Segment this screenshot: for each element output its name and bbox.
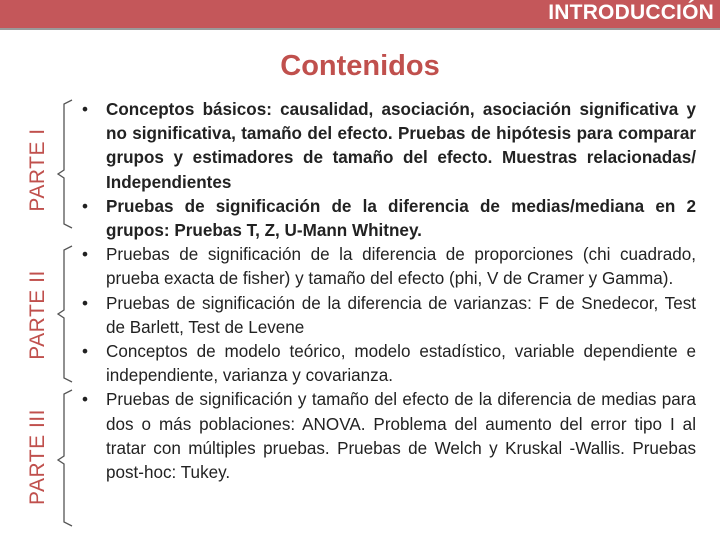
list-item-text: Pruebas de significación de la diferencia de proporciones (chi cuadrado, prueba exacta de fisher) y tamaño del efecto (phi, V de Cramer y Gamma). <box>106 245 696 289</box>
part-brackets <box>0 0 80 540</box>
list-item-text: Conceptos básicos: causalidad, asociación, asociación significativa y no significativa, tamaño del efecto. Pruebas de hipótesis para comparar grupos y estimadores de tamaño del efecto. Muestras relacionadas/ Independientes <box>106 100 696 192</box>
list-item <box>80 195 696 243</box>
list-item <box>80 340 696 388</box>
bullet-icon: • <box>82 342 88 362</box>
bracket-part-2 <box>58 246 72 382</box>
bullet-icon: • <box>82 100 88 119</box>
page-title: Contenidos <box>280 50 440 82</box>
list-item-text: Pruebas de significación de la diferencia de medias/mediana en 2 grupos: Pruebas T, Z, U-Mann Whitney. <box>106 196 696 241</box>
contents-list <box>80 98 696 485</box>
bracket-part-3 <box>58 390 72 526</box>
list-item <box>80 388 696 485</box>
bullet-icon: • <box>82 245 88 265</box>
part-label-1: PARTE I <box>26 128 49 212</box>
part-label-3: PARTE III <box>26 409 49 505</box>
part-label-2: PARTE II <box>26 270 49 360</box>
bullet-icon: • <box>82 390 88 410</box>
list-item-text: Conceptos de modelo teórico, modelo estadístico, variable dependiente e independiente, varianza y covarianza. <box>106 342 696 386</box>
bullet-icon: • <box>82 293 88 313</box>
header-bar <box>0 0 720 28</box>
list-item-text: Pruebas de significación de la diferencia de varianzas: F de Snedecor, Test de Barlett, Test de Levene <box>106 293 696 337</box>
list-item <box>80 292 696 340</box>
header-divider <box>0 28 720 30</box>
list-item <box>80 98 696 195</box>
section-title: INTRODUCCIÓN <box>548 1 714 24</box>
bracket-part-1 <box>58 100 72 228</box>
list-item-text: Pruebas de significación y tamaño del efecto de la diferencia de medias para dos o más poblaciones: ANOVA. Problema del aumento del error tipo I al tratar con múltiples pruebas. Pruebas de Welch y Kruskal -Wallis. Pruebas post-hoc: Tukey. <box>106 390 696 483</box>
list-item <box>80 243 696 291</box>
bullet-icon: • <box>82 196 88 216</box>
